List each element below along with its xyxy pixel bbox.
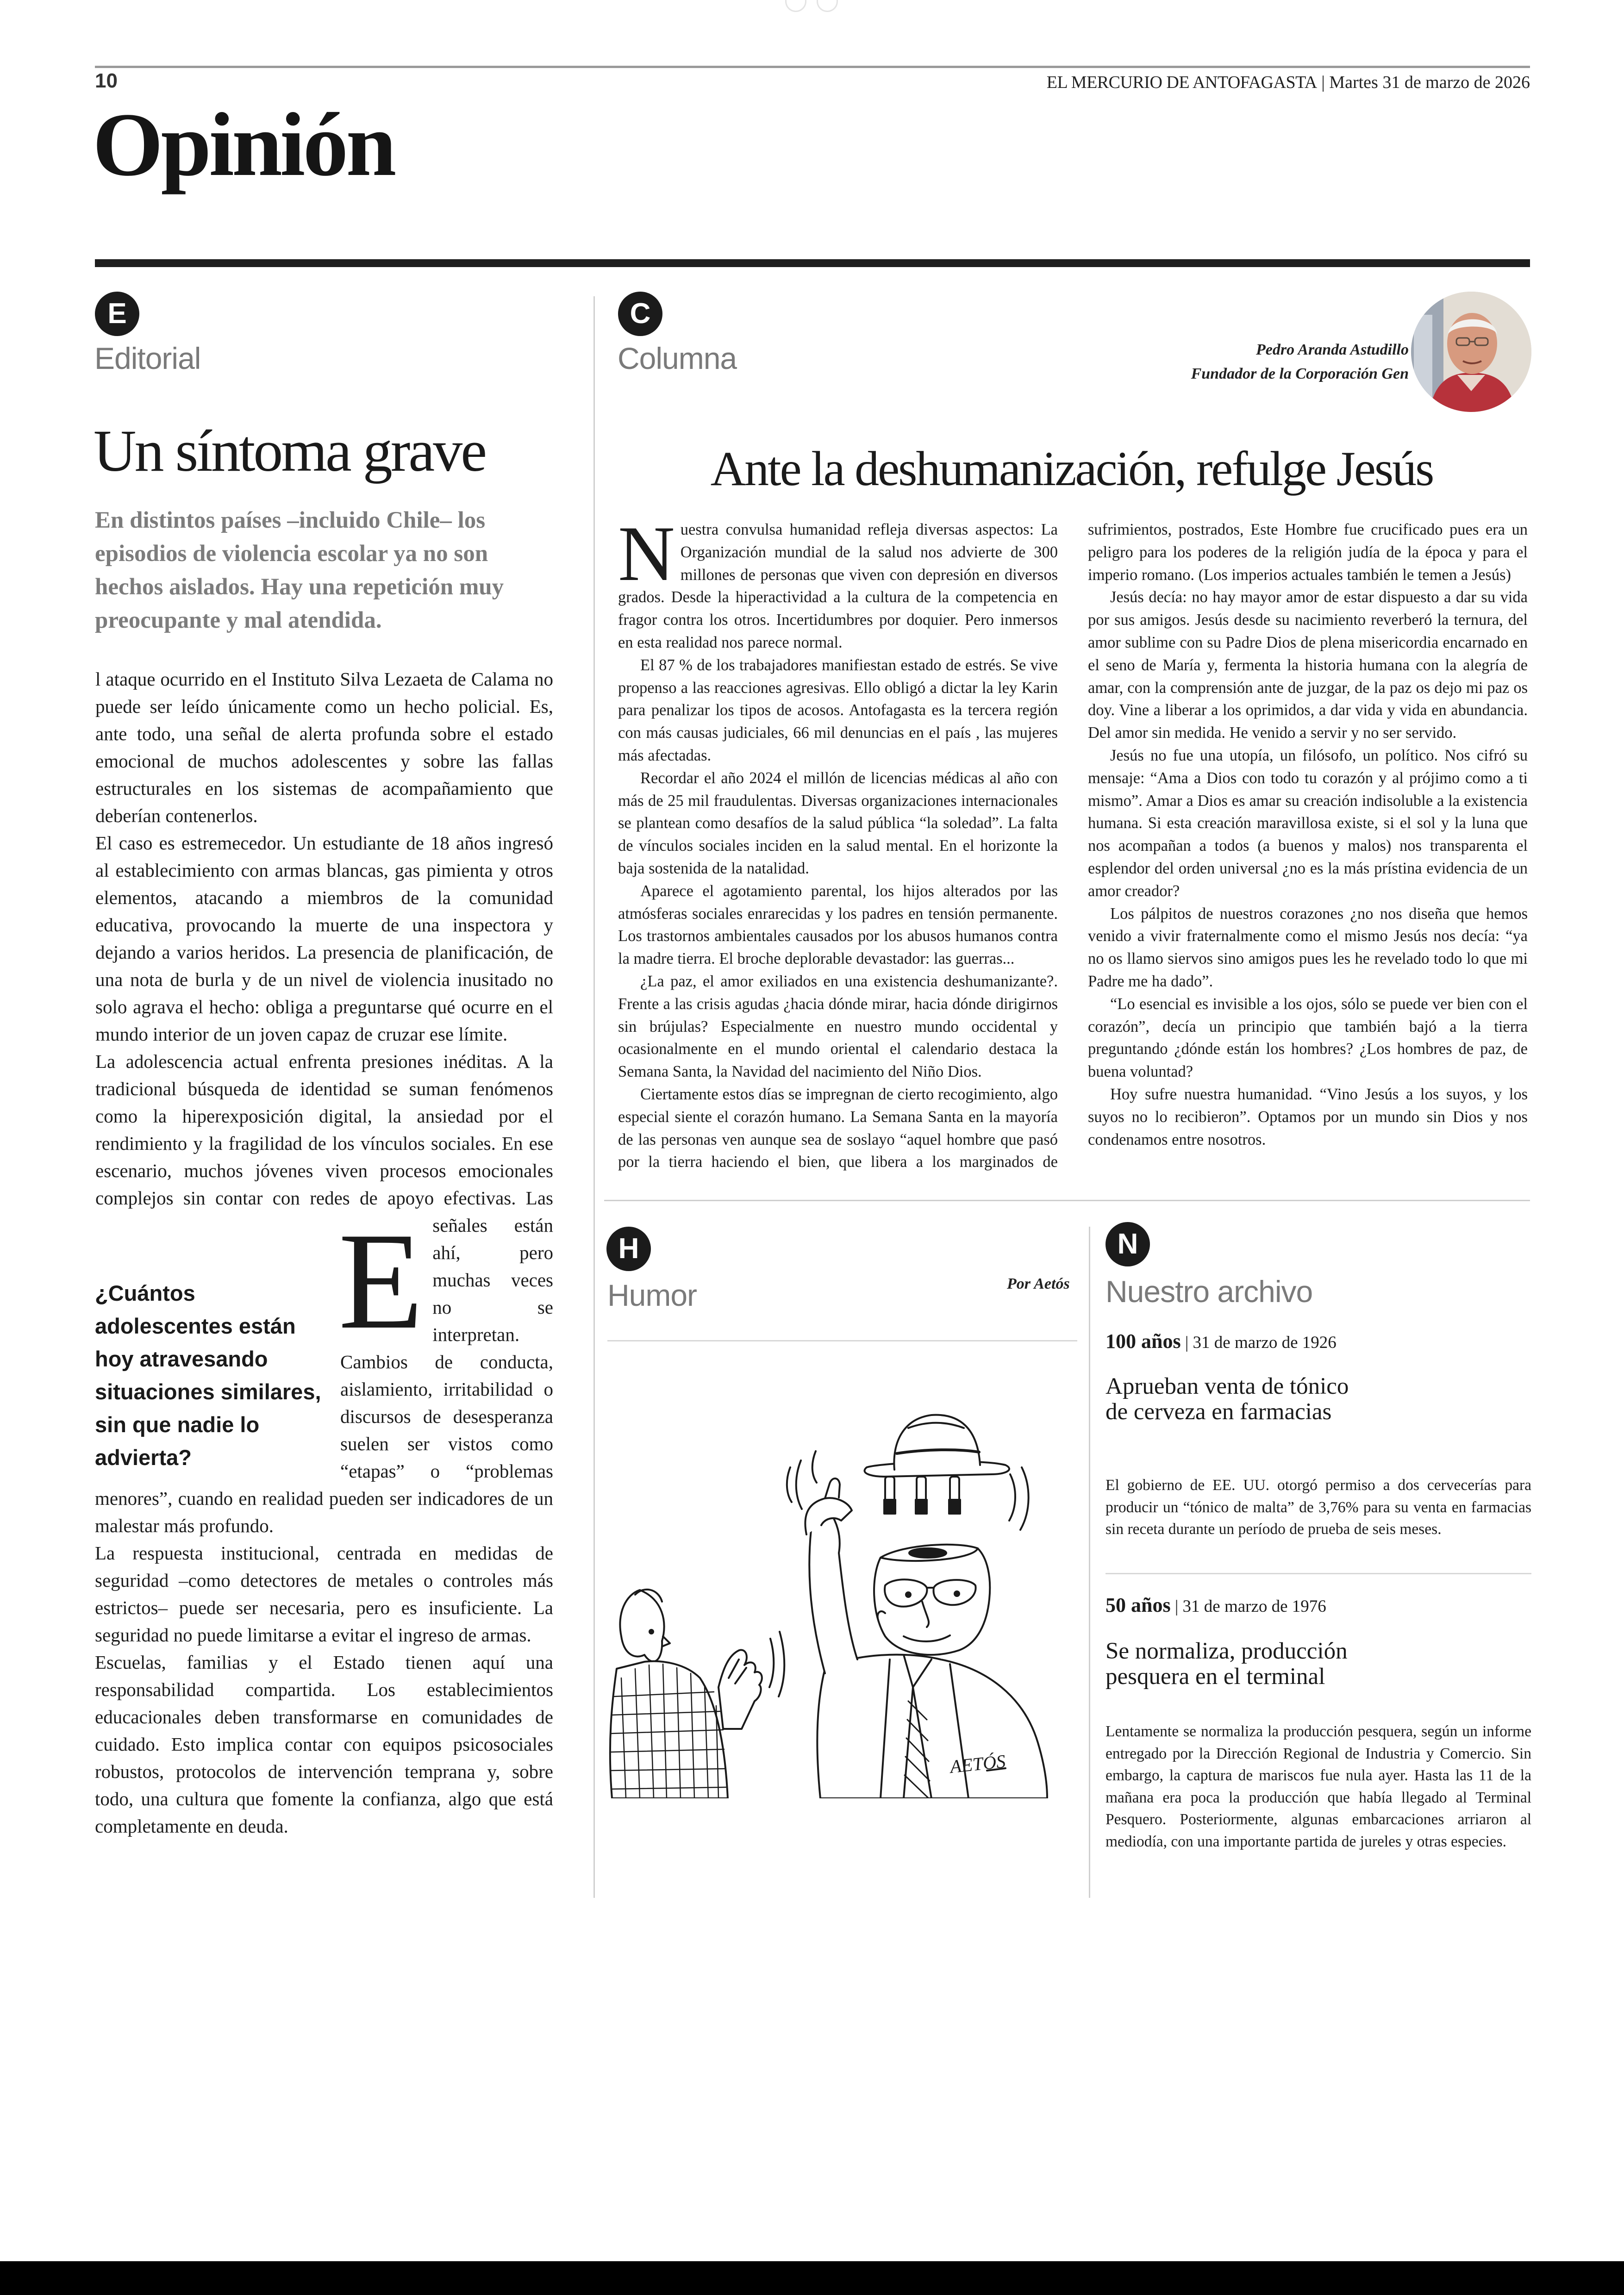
archive-item-headline: Aprueban venta de tónico de cerveza en farmacias (1106, 1373, 1349, 1425)
issue-date: Martes 31 de marzo de 2026 (1329, 73, 1530, 92)
archive-item-headline: Se normaliza, producción pesquera en el terminal (1106, 1638, 1348, 1690)
editorial-paragraph: La adolescencia actual enfrenta presiones inéditas. A la tradicional búsqueda de identidad se suman fenómenos como la hiperexposición digital, la ansiedad por el rendimiento y la fragilidad de los vínculos sociales. En ese escenario, muchos jóvenes viven procesos emocionales complejos sin contar con redes de apoyo efectivas. Las señales están ahí, pero muchas veces no se interpretan. Cambios de conducta, aislamiento, irritabilidad o discursos de desesperanza suelen ser vistos como “etapas” o “problemas menores”, cuando en realidad pueden ser indicadores de un malestar más profundo. (95, 1051, 553, 1536)
archive-item-date: 50 años | 31 de marzo de 1976 (1106, 1594, 1326, 1616)
author-credit (1191, 338, 1409, 386)
viewer-bottom-bar (0, 2261, 1624, 2295)
prev-page-icon[interactable] (785, 0, 806, 12)
archive-badge: N (1106, 1222, 1150, 1266)
column-bottom-rule (604, 1200, 1530, 1201)
editorial-paragraph: La respuesta institucional, centrada en medidas de seguridad –como detectores de metales o controles más estrictos– puede ser necesaria, pero es insuficiente. La seguridad no puede limitarse a evitar el ingreso de armas. (95, 1542, 553, 1646)
masthead-separator: | (1321, 73, 1330, 92)
archive-item-body: Lentamente se normaliza la producción pesquera, según un informe entregado por la Dirección Regional de Industria y Comercio. Sin embargo, la captura de mariscos fue nula ayer. Hasta las 11 de la mañana era poca la producción que había llegado al Terminal Pesquero. Posteriormente, algunas embarcaciones arriaron al mediodía, con una importante partida de jureles y otras especies. (1106, 1723, 1531, 1850)
cartoon-drawing-icon (607, 1335, 1077, 1798)
header-rule (95, 66, 1530, 68)
masthead (1047, 72, 1530, 93)
section-rule (95, 259, 1530, 267)
column-first-paragraph: Nuestra convulsa humanidad refleja diversas aspectos: La Organización mundial de la salud nos advierte de 300 millones de personas que viven con depresión en diversos grados. Desde la hiperactividad a la cultura de la competencia en fragor contra los otros. Incertidumbres por doquier. Pero inmersos en esta realidad nos parece normal. (618, 510, 1058, 651)
editorial-lede: En distintos países –incluido Chile– los episodios de violencia escolar ya no son hechos aislados. Hay una repetición muy preocupante y mal atendida. (95, 507, 504, 633)
drop-cap: N (618, 510, 675, 597)
editorial-paragraph: Escuelas, familias y el Estado tienen aquí una responsabilidad compartida. Los establecimientos educacionales deben transformarse en comunidades de cuidado. Esto implica contar con equipos psicosociales robustos, protocolos de intervención temprana y, sobre todo, una cultura que fomente la confianza, algo que está completamente en deuda. (95, 1652, 553, 1837)
column-paragraph: Los pálpitos de nuestros corazones ¿no nos diseña que hemos venido a vivir fraternalmente como el mismo Jesús nos decía: “ya no os llamo siervos sino amigos pues les he revelado todo lo que mi Padre me ha dado”. (1088, 904, 1528, 990)
column-paragraph: Aparece el agotamiento parental, los hijos alterados por las atmósferas sociales enrarecidas y los padres en tensión permanente. Los trastornos ambientales causados por los abusos humanos contra la madre tierra. El broche deplorable devastador: las guerras... (618, 882, 1058, 968)
archive-kicker: Nuestro archivo (1106, 1274, 1313, 1309)
viewer-page-nav[interactable] (782, 0, 843, 13)
drop-cap: E (338, 1204, 424, 1358)
humor-kicker: Humor (607, 1278, 697, 1312)
editorial-first-paragraph: E l ataque ocurrido en el Instituto Silva Lezaeta de Calama no puede ser leído únicamente como un hecho policial. Es, ante todo, una señal de alerta profunda sobre el estado emocional de muchos adolescentes y sobre las fallas estructurales en los sistemas de acompañamiento que deberían contenerlos. (95, 668, 553, 1358)
editorial-paragraph: El caso es estremecedor. Un estudiante de 18 años ingresó al establecimiento con armas blancas, gas pimienta y otros elementos, atacando a miembros de la comunidad educativa, provocando la muerte de una inspectora y dejando a varios heridos. La presencia de planificación, de una nota de burla y de un nivel de violencia inusitado no solo agrava el hecho: obliga a preguntarse qué ocurre en el mundo interior de un joven capaz de cruzar ese límite. (95, 832, 553, 1045)
editorial-badge: E (95, 292, 139, 336)
author-role: Fundador de la Corporación Gen (1191, 365, 1409, 382)
humor-cartoon (607, 1335, 1077, 1798)
column-paragraph: El 87 % de los trabajadores manifiestan estado de estrés. Se vive propenso a las reacciones agresivas. Ello obligó a dictar la ley Karin para penalizar los tipos de acosos. Antofagasta es la tercera región con más causas judiciales, 66 mil denuncias en el país , las mujeres más afectadas. (618, 656, 1058, 764)
author-photo (1411, 292, 1531, 412)
column-headline: Ante la deshumanización, refulge Jesús (710, 442, 1433, 496)
column-badge: C (618, 292, 662, 336)
column-paragraph: Jesús no fue una utopía, un filósofo, un político. Nos cifró su mensaje: “Ama a Dios con todo tu corazón y al prójimo como a ti mismo”. Amar a Dios es amar su creación indisoluble a la existencia humana. Si esta creación maravillosa existe, si el sol y la luna que nos acompañan a todos (a buenos y malos) nos transparenta el esplendor del orden universal ¿no es la más prístina evidencia de un amor creador? (1088, 746, 1528, 900)
archive-divider (1106, 1573, 1531, 1574)
column-paragraph: Jesús decía: no hay mayor amor de estar dispuesto a dar su vida por sus amigos. Jesús desde su nacimiento reverberó la ternura, del amor sublime con su Padre Dios de plena misericordia encarnado en el seno de María y, fermenta la historia humana con la alegría de amar, con la comprensión ante de juzgar, de la paz os dejo mi paz os doy. Vine a liberar a los oprimidos, a dar vida y vida en abundancia. Del amor sin medida. He venido a servir y no ser servido. (1088, 588, 1528, 742)
humor-badge: H (606, 1227, 651, 1271)
pull-quote: ¿Cuántos adolescentes están hoy atravesando situaciones similares, sin que nadie lo advierta? (95, 1281, 321, 1470)
column-body (618, 510, 1528, 1173)
newspaper-name: EL MERCURIO DE ANTOFAGASTA (1046, 73, 1317, 92)
cartoonist-signature: AETÓS (949, 1750, 1007, 1777)
column-divider-right (1089, 1227, 1090, 1898)
column-paragraph: “Lo esencial es invisible a los ojos, sólo se puede ver bien con el corazón”, decía un principio que también bajó a la tierra preguntando ¿dónde están los hombres? ¿Los hombres de paz, de buena voluntad? (1088, 995, 1528, 1081)
author-portrait-icon (1411, 292, 1531, 412)
column-paragraph: Ciertamente estos días se impregnan de cierto recogimiento, algo especial siente el corazón humano. La Semana Santa en la mayoría de las personas ven aunque sea de soslayo “aquel hombre que pasó por la tierra haciendo el bien, que libera a los marginados de sufrimientos, postrados, Este Hombre fue crucificado pues era un peligro para los poderes de la religión judía de la época y para el imperio romano. (Los imperios actuales también le temen a Jesús) (618, 521, 1528, 1171)
humor-byline: Por Aetós (1007, 1275, 1070, 1292)
column-paragraph: Hoy sufre nuestra humanidad. “Vino Jesús a los suyos, y los suyos no lo recibieron”. Optamos por un mundo sin Dios y nos condenamos entre nosotros. (1088, 1085, 1528, 1148)
archive-years-ago: 50 años (1106, 1594, 1171, 1616)
archive-years-ago: 100 años (1106, 1330, 1181, 1353)
column-paragraph: Recordar el año 2024 el millón de licencias médicas al año con más de 25 mil fraudulentas. Diversas organizaciones internacionales se plantean como desafíos de la salud pública “la soledad”. La falta de vínculos sociales inciden en la salud mental. En el horizonte la baja sostenida de la natalidad. (618, 769, 1058, 877)
section-title: Opinión (93, 94, 394, 195)
column-divider-left (593, 296, 595, 1898)
archive-item-date: 100 años | 31 de marzo de 1926 (1106, 1330, 1337, 1353)
archive-date: 31 de marzo de 1926 (1193, 1333, 1337, 1352)
editorial-body (95, 666, 553, 1840)
editorial-headline: Un síntoma grave (94, 418, 485, 484)
next-page-icon[interactable] (817, 0, 838, 12)
column-kicker: Columna (618, 341, 737, 375)
archive-date: 31 de marzo de 1976 (1182, 1597, 1326, 1616)
editorial-kicker: Editorial (94, 341, 201, 375)
page-number: 10 (95, 69, 118, 92)
column-paragraph: ¿La paz, el amor exiliados en una existencia deshumanizante?. Frente a las crisis agudas ¿hacia dónde mirar, hacia dónde dirigirnos sin brújulas? Especialmente en nuestro mundo occidental y ocasionalmente en el mundo oriental el calendario destaca la Semana Santa, la Navidad del nacimiento del Niño Dios. (618, 972, 1058, 1081)
author-name: Pedro Aranda Astudillo (1256, 341, 1409, 358)
archive-item-body: El gobierno de EE. UU. otorgó permiso a dos cervecerías para producir un “tónico de malta” de 3,76% para su venta en farmacias sin receta durante un período de prueba de seis meses. (1106, 1477, 1531, 1538)
